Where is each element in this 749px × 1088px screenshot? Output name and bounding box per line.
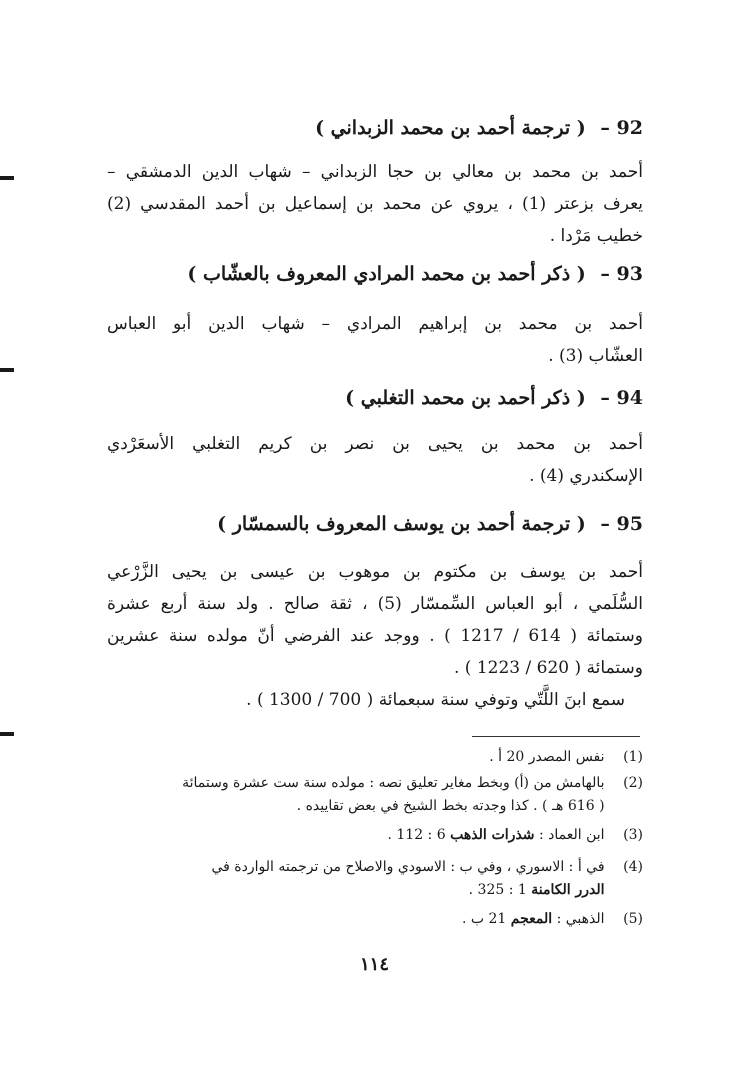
body-line: الإسكندري (4) . [529, 466, 643, 486]
entry-body [107, 556, 643, 684]
footnote-text: الذهبي : [552, 911, 605, 927]
footnote [107, 772, 643, 818]
footnote-text: بالهامش من (أ) وبخط مغاير تعليق نصه : مولده سنة ست عشرة وستمائة [182, 775, 605, 791]
entry-body [107, 156, 643, 252]
footnote-text: في أ : الاسوري ، وفي ب : الاسودي والاصلاح من ترجمته الواردة في [211, 859, 605, 875]
footnote-source-title: المعجم [510, 911, 553, 927]
body-line: أحمد بن يوسف بن مكتوم بن موهوب بن عيسى بن يحيى الزَّرْعي [107, 562, 643, 582]
footnote-separator [472, 736, 640, 737]
entry-title: ( ذكر أحمد بن محمد المرادي المعروف بالعشّاب ) [187, 263, 586, 285]
body-line: يعرف بزعتر (1) ، يروي عن محمد بن إسماعيل بن أحمد المقدسي (2) [107, 194, 644, 214]
footnote-text: 6 : 112 . [387, 827, 451, 843]
body-line: السُّلَمي ، أبو العباس السِّمسّار (5) ، ثقة صالح . ولد سنة أربع عشرة [107, 594, 643, 614]
footnote-marker: (2) [623, 775, 643, 791]
footnote-source-title: الدرر الكامنة [531, 882, 605, 898]
body-line: العشّاب (3) . [548, 346, 643, 366]
entry-heading [123, 384, 643, 412]
entry-number: 94 – [600, 387, 643, 409]
entry-body [107, 428, 643, 492]
footnote-marker: (1) [623, 749, 643, 765]
body-line: أحمد بن محمد بن معالي بن حجا الزبداني – شهاب الدين الدمشقي – [107, 162, 643, 182]
footnote-source-title: شذرات الذهب [450, 827, 535, 843]
footnote-text: ( 616 هـ ) . كذا وجدته بخط الشيخ في بعض تقاييده . [296, 798, 605, 814]
entry-title: ( ترجمة أحمد بن محمد الزبداني ) [315, 117, 586, 139]
entry-number: 95 – [600, 513, 643, 535]
footnote-text: ابن العماد : [534, 827, 605, 843]
body-line: أحمد بن محمد بن إبراهيم المرادي – شهاب الدين أبو العباس [107, 314, 643, 334]
scan-edge-mark [0, 368, 14, 372]
body-line: أحمد بن محمد بن يحيى بن نصر بن كريم التغلبي الأسعَرْدي [107, 434, 643, 454]
footnote [107, 824, 643, 847]
entry-heading [123, 510, 643, 538]
footnote [107, 908, 643, 931]
entry-body-continued [107, 684, 643, 716]
entry-number: 92 – [600, 117, 643, 139]
scan-edge-mark [0, 732, 14, 736]
footnote [107, 856, 643, 902]
body-line: خطيب مَرْدا . [549, 226, 643, 246]
footnote-text: 21 ب . [461, 911, 511, 927]
body-line: وستمائة ( 620 / 1223 ) . [454, 658, 643, 678]
entry-heading [123, 114, 643, 142]
scan-edge-mark [0, 176, 14, 180]
footnote-marker: (4) [623, 859, 643, 875]
entry-body [107, 308, 643, 372]
entry-title: ( ترجمة أحمد بن يوسف المعروف بالسمسّار ) [217, 513, 586, 535]
body-line: وستمائة ( 614 / 1217 ) . ووجد عند الفرضي أنّ مولده سنة عشرين [107, 626, 643, 646]
entry-title: ( ذكر أحمد بن محمد التغلبي ) [345, 387, 586, 409]
footnote-text: نفس المصدر 20 أ . [489, 749, 605, 765]
entry-number: 93 – [600, 263, 643, 285]
footnote-marker: (3) [623, 827, 643, 843]
body-line: سمع ابنَ اللَّتّي وتوفي سنة سبعمائة ( 700 / 1300 ) . [246, 690, 625, 710]
footnote-text: 1 : 325 . [468, 882, 532, 898]
footnote-marker: (5) [623, 911, 643, 927]
entry-heading [123, 260, 643, 288]
page-number: ١١٤ [359, 954, 389, 975]
footnote [107, 746, 643, 769]
